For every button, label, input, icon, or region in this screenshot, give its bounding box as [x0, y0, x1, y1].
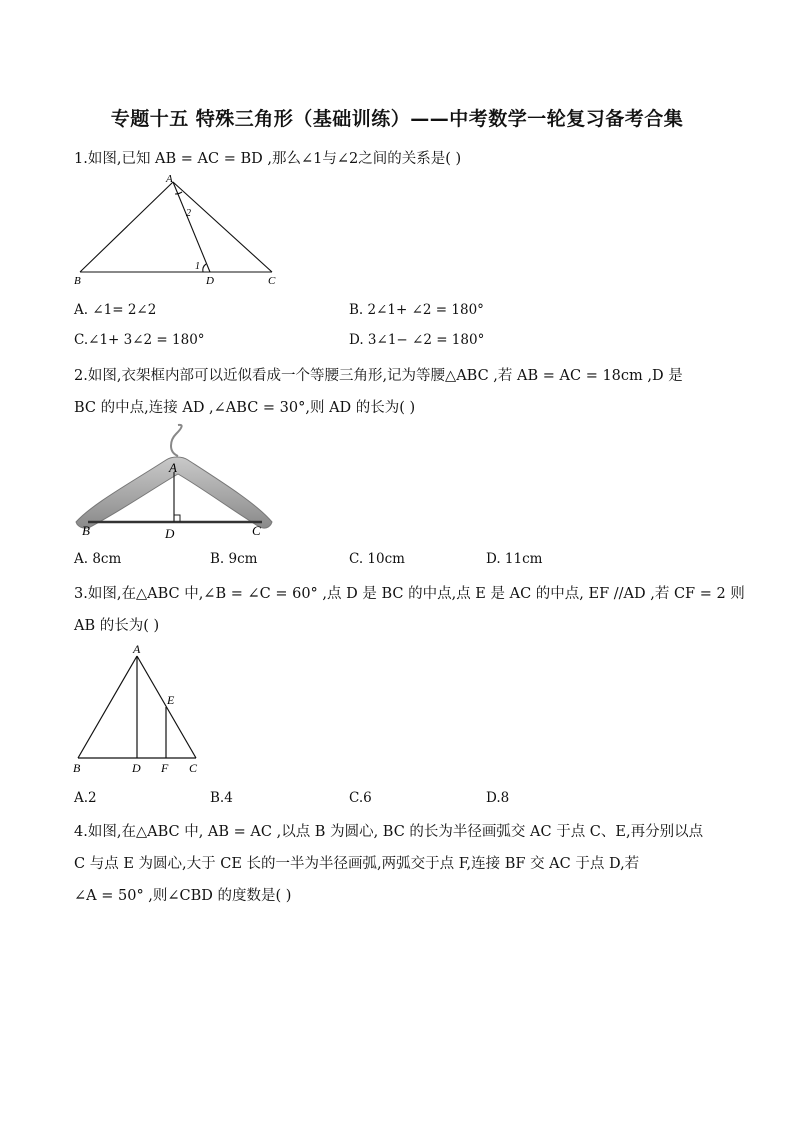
q1-label-C: C: [268, 275, 276, 287]
q1-stem: 1.如图,已知 AB = AC = BD ,那么∠1与∠2之间的关系是( ): [74, 151, 462, 167]
q3-stem-line1: 3.如图,在△ABC 中,∠B = ∠C = 60° ,点 D 是 BC 的中点,点 E 是 AC 的中点, EF //AD ,若 CF = 2 则: [74, 586, 745, 602]
q2-label-D: D: [165, 526, 175, 541]
q3-option-b: B.4: [210, 790, 233, 806]
q1-label-A: A: [166, 173, 173, 185]
q3-label-C: C: [189, 761, 198, 775]
q1-figure: [70, 170, 290, 292]
q4-stem-line3: ∠A = 50° ,则∠CBD 的度数是( ): [74, 888, 292, 904]
q4-stem-line2: C 与点 E 为圆心,大于 CE 长的一半为半径画弧,两弧交于点 F,连接 BF 交 AC 于点 D,若: [74, 856, 640, 872]
q1-angle-2: 2: [186, 208, 191, 219]
q1-option-d: D. 3∠1− ∠2 = 180°: [349, 332, 485, 348]
q3-option-d: D.8: [486, 790, 510, 806]
q2-option-a: A. 8cm: [74, 551, 122, 567]
q2-label-C: C: [252, 523, 261, 538]
q1-label-D: D: [206, 275, 214, 287]
q1-option-b: B. 2∠1+ ∠2 = 180°: [349, 302, 484, 318]
q3-label-F: F: [161, 761, 169, 775]
q1-option-a: A. ∠1= 2∠2: [74, 302, 157, 318]
q3-label-D: D: [132, 761, 141, 775]
q2-label-A: A: [169, 460, 177, 475]
q4-stem-line1: 4.如图,在△ABC 中, AB = AC ,以点 B 为圆心, BC 的长为半径画弧交 AC 于点 C、E,再分别以点: [74, 824, 704, 840]
q3-option-a: A.2: [74, 790, 97, 806]
q3-label-A: A: [133, 642, 141, 656]
q1-label-B: B: [74, 275, 81, 287]
q1-angle-1: 1: [195, 261, 200, 272]
q2-stem-line2: BC 的中点,连接 AD ,∠ABC = 30°,则 AD 的长为( ): [74, 400, 416, 416]
q3-figure: [70, 640, 210, 778]
q3-label-B: B: [73, 761, 81, 775]
q3-label-E: E: [167, 693, 175, 707]
q2-hanger-figure: [72, 422, 282, 542]
q2-option-b: B. 9cm: [210, 551, 258, 567]
q3-option-c: C.6: [349, 790, 372, 806]
q2-stem-line1: 2.如图,衣架框内部可以近似看成一个等腰三角形,记为等腰△ABC ,若 AB = AC = 18cm ,D 是: [74, 368, 683, 384]
q1-option-c: C.∠1+ 3∠2 = 180°: [74, 332, 205, 348]
page-title: 专题十五 特殊三角形（基础训练）——中考数学一轮复习备考合集: [110, 108, 684, 130]
q2-option-c: C. 10cm: [349, 551, 405, 567]
q3-stem-line2: AB 的长为( ): [74, 618, 160, 634]
q2-label-B: B: [82, 523, 90, 538]
q2-option-d: D. 11cm: [486, 551, 543, 567]
